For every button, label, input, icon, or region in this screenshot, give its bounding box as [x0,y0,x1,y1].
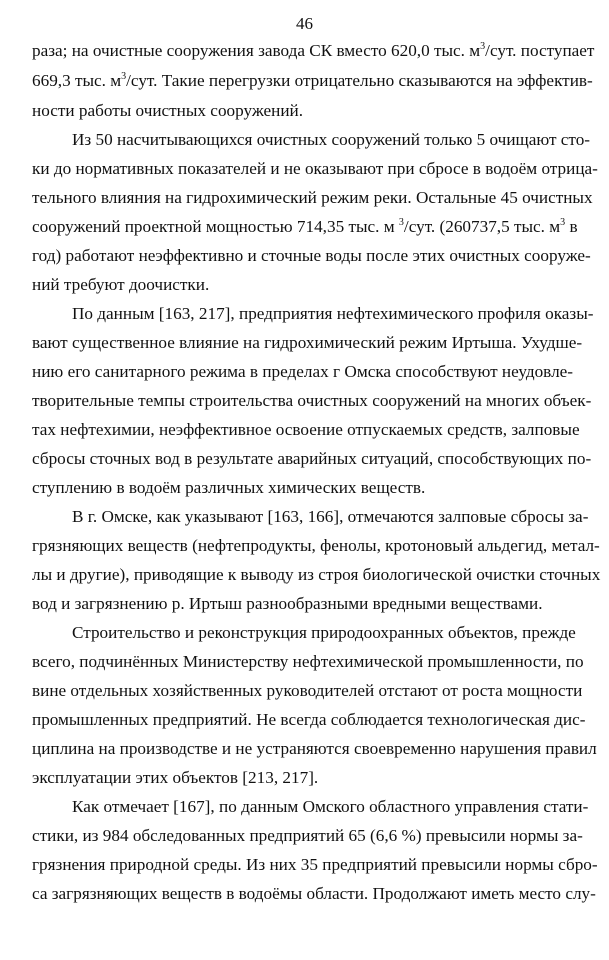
text-line: сбросы сточных вод в результате аварийных ситуаций, способствующих по- [32,449,592,468]
text-line: лы и другие), приводящие к выводу из строя биологической очистки сточных [32,565,601,584]
text-line: тах нефтехимии, неэффективное освоение отпускаемых средств, залповые [32,420,580,439]
text-line: промышленных предприятий. Не всегда соблюдается технологическая дис- [32,710,586,729]
superscript-3: 3 [560,217,566,228]
superscript-3: 3 [121,71,127,82]
text-line: По данным [163, 217], предприятия нефтехимического профиля оказы- [72,304,594,323]
text-line: В г. Омске, как указывают [163, 166], отмечаются залповые сбросы за- [72,507,589,526]
text-line: всего, подчинённых Министерству нефтехимической промышленности, по [32,652,584,671]
text-line: 669,3 тыс. $м^3$/сут. Такие перегрузки отрицательно сказываются на эффектив- [32,71,593,90]
text-line: грязняющих веществ (нефтепродукты, фенолы, кротоновый альдегид, метал- [32,536,600,555]
text-line: год) работают неэффективно и сточные воды после этих очистных сооруже- [32,246,591,265]
text-line: грязнения природной среды. Из них 35 предприятий превысили нормы сбро- [32,855,598,874]
text-line: тельного влияния на гидрохимический режим реки. Остальные 45 очистных [32,188,593,207]
text-line: раза; на очистные сооружения завода СК вместо 620,0 тыс. $м^3$/сут. поступает [32,41,595,60]
text-line: нию его санитарного режима в пределах г Омска способствуют неудовле- [32,362,573,381]
text-line: ний требуют доочистки. [32,275,210,294]
text-line: вают существенное влияние на гидрохимический режим Иртыша. Ухудше- [32,333,583,352]
text-line: сооружений проектной мощностью 714,35 тыс. м $^3$/сут. (260737,5 тыс. $м^3$ в [32,217,578,236]
text-line: Из 50 насчитывающихся очистных сооружений только 5 очищают сто- [72,130,591,149]
text-line: стики, из 984 обследованных предприятий 65 (6,6 %) превысили нормы за- [32,826,583,845]
text-line: вине отдельных хозяйственных руководителей отстают от роста мощности [32,681,583,700]
text-line: эксплуатации этих объектов [213, 217]. [32,768,319,787]
text-line: са загрязняющих веществ в водоёмы области. Продолжают иметь место слу- [32,884,596,903]
text-line: ступлению в водоём различных химических веществ. [32,478,426,497]
text-line: циплина на производстве и не устраняются своевременно нарушения правил [32,739,597,758]
text-line: ки до нормативных показателей и не оказывают при сбросе в водоём отрица- [32,159,598,178]
page-number: 46 [296,14,313,33]
text-line: творительные темпы строительства очистных сооружений на многих объек- [32,391,592,410]
text-line: вод и загрязнению р. Иртыш разнообразными вредными веществами. [32,594,543,613]
superscript-3: 3 [398,217,404,228]
text-line: ности работы очистных сооружений. [32,101,304,120]
text-line: Как отмечает [167], по данным Омского областного управления стати- [72,797,589,816]
superscript-3: 3 [480,41,486,52]
text-line: Строительство и реконструкция природоохранных объектов, прежде [72,623,576,642]
